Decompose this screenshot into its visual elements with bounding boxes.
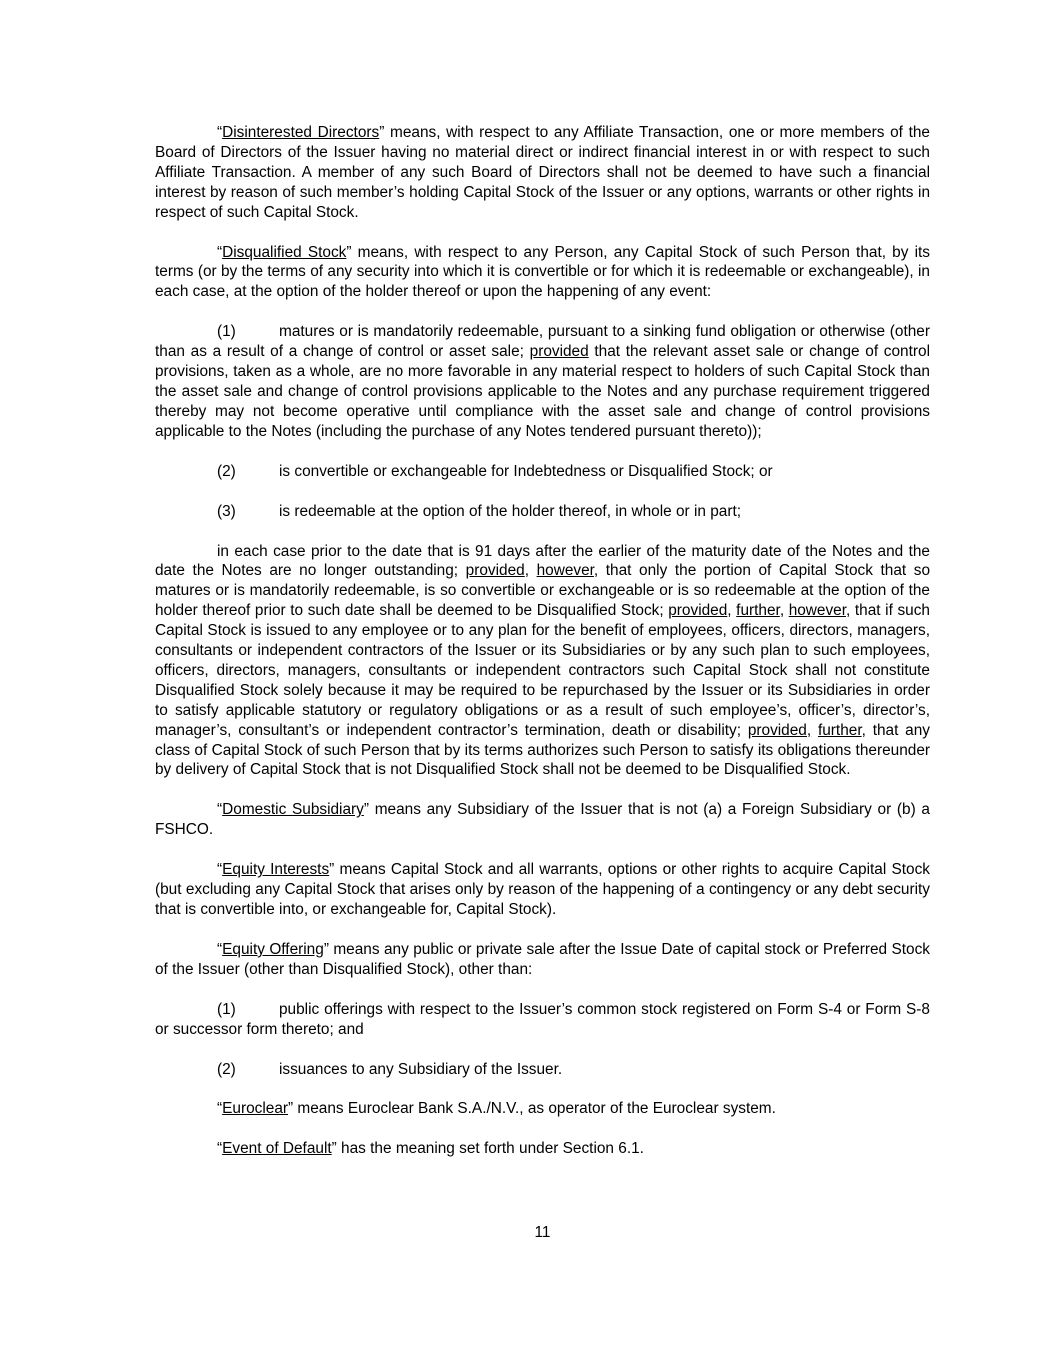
defined-term: Event of Default xyxy=(222,1140,332,1158)
definition-domestic-subsidiary xyxy=(155,800,930,840)
open-quote: “ xyxy=(217,243,223,261)
list-number: (1) xyxy=(217,1000,236,1018)
definition-text: ” means Euroclear Bank S.A./N.V., as operator of the Euroclear system. xyxy=(288,1100,776,1118)
proviso-term: provided xyxy=(465,562,525,580)
definition-equity-offering xyxy=(155,940,930,980)
disqualified-stock-provisos xyxy=(155,542,930,781)
document-page xyxy=(155,123,930,1179)
proviso-term: provided xyxy=(668,602,728,620)
open-quote: “ xyxy=(217,1140,223,1158)
definition-text: ” means any public or private sale after the Issue Date of capital stock or Preferred Stock of the Issuer (other than Disqualified Stock), other than: xyxy=(155,940,930,978)
list-number: (2) xyxy=(217,1060,236,1078)
text-run xyxy=(811,722,818,739)
page-number: 11 xyxy=(534,1224,551,1241)
proviso-term: further xyxy=(736,602,780,620)
defined-term: Domestic Subsidiary xyxy=(222,801,364,819)
defined-term: Disinterested Directors xyxy=(222,124,380,141)
open-quote: “ xyxy=(217,1100,223,1118)
text-run: , xyxy=(779,602,789,620)
list-item xyxy=(155,1060,930,1080)
list-text: that the relevant asset sale or change of control provisions, taken as a whole, are no more favorable in any material respect to holders of such Capital Stock than the asset sale and change of control provisions applicable to the Notes and any purchase requirement triggered thereby may not become operative until compliance with the asset sale and change of control provisions applicable to the Notes (including the purchase of any Notes tendered pursuant thereto)); xyxy=(155,343,930,440)
defined-term: Equity Interests xyxy=(222,861,330,879)
text-run: , that if such Capital Stock is issued to any employee or to any plan for the benefit of employees, officers, directors, managers, consultants or independent contractors of the Issuer or its Subsidiaries or by any such plan to such employees, officers, directors, managers, consultants or independent contractors such Capital Stock shall not constitute Disqualified Stock solely because it may be required to be repurchased by the Issuer or its Subsidiaries in order to satisfy applicable statutory or regulatory obligations or as a result of such employee’s, officer’s, director’s, manager’s, consultant’s or independent contractor’s termination, death or disability; xyxy=(155,602,930,739)
list-number: (3) xyxy=(217,502,236,520)
open-quote: “ xyxy=(217,940,223,958)
text-run: in each case prior to the date that is 91 days after the earlier of the maturity date of the Notes and the date the Notes are no longer outstanding; xyxy=(155,542,930,580)
open-quote: “ xyxy=(217,801,223,819)
proviso-term: provided xyxy=(529,343,589,361)
list-text: is redeemable at the option of the holder thereof, in whole or in part; xyxy=(279,502,742,520)
defined-term: Disqualified Stock xyxy=(222,243,347,261)
definition-equity-interests xyxy=(155,860,930,920)
open-quote: “ xyxy=(217,861,223,879)
text-run: , xyxy=(524,562,537,580)
definition-text: ” means Capital Stock and all warrants, options or other rights to acquire Capital Stock (but excluding any Capital Stock that arises only by reason of the happening of a contingency or any debt security that is convertible into, or exchangeable for, Capital Stock). xyxy=(155,861,930,918)
definition-event-of-default xyxy=(155,1139,930,1159)
list-item xyxy=(155,1000,930,1040)
definition-disinterested-directors xyxy=(155,123,930,223)
definition-text: ” means, with respect to any Person, any Capital Stock of such Person that, by its terms (or by the terms of any security into which it is convertible or for which it is redeemable or exchangeable), in each case, at the option of the holder thereof or upon the happening of any event: xyxy=(155,243,930,301)
list-text: is convertible or exchangeable for Indebtedness or Disqualified Stock; or xyxy=(279,462,773,480)
list-number: (2) xyxy=(217,462,236,480)
defined-term: Euroclear xyxy=(222,1100,289,1118)
list-text: issuances to any Subsidiary of the Issuer. xyxy=(279,1060,563,1078)
definition-euroclear xyxy=(155,1099,930,1119)
list-text: matures or is mandatorily redeemable, pursuant to a sinking fund obligation or otherwise (other than as a result of a change of control or asset sale; xyxy=(155,323,930,361)
proviso-term: provided, xyxy=(747,721,812,739)
definition-text: ” means, with respect to any Affiliate Transaction, one or more members of the Board of Directors of the Issuer having no material direct or indirect financial interest in or with respect to such Affiliate Transaction. A member of any such Board of Directors shall not be deemed to have such a financial interest by reason of such member’s holding Capital Stock of the Issuer or any options, warrants or other rights in respect of such Capital Stock. xyxy=(155,124,930,221)
list-number: (1) xyxy=(217,323,236,341)
list-item xyxy=(155,462,930,482)
open-quote: “ xyxy=(217,124,223,141)
proviso-term: however xyxy=(536,562,594,580)
text-run: , xyxy=(727,602,737,620)
definition-text: ” has the meaning set forth under Section 6.1. xyxy=(331,1140,644,1158)
defined-term: Equity Offering xyxy=(222,940,324,958)
list-text: public offerings with respect to the Issuer’s common stock registered on Form S-4 or Form S-8 or successor form thereto; and xyxy=(155,1000,930,1038)
definition-text: ” means any Subsidiary of the Issuer that is not (a) a Foreign Subsidiary or (b) a FSHCO. xyxy=(155,801,930,839)
text-run: , that any class of Capital Stock of such Person that by its terms authorizes such Person to satisfy its obligations thereunder by delivery of Capital Stock that is not Disqualified Stock shall not be deemed to be Disqualified Stock. xyxy=(155,721,930,779)
proviso-term: further xyxy=(817,721,862,739)
list-item xyxy=(155,502,930,522)
list-item xyxy=(155,322,930,441)
proviso-term: however xyxy=(788,602,847,620)
text-run: , that only the portion of Capital Stock that so matures or is mandatorily redeemable, is so convertible or exchangeable or is so redeemable at the option of the holder thereof prior to such date shall be deemed to be Disqualified Stock; xyxy=(155,562,930,620)
definition-disqualified-stock xyxy=(155,243,930,303)
